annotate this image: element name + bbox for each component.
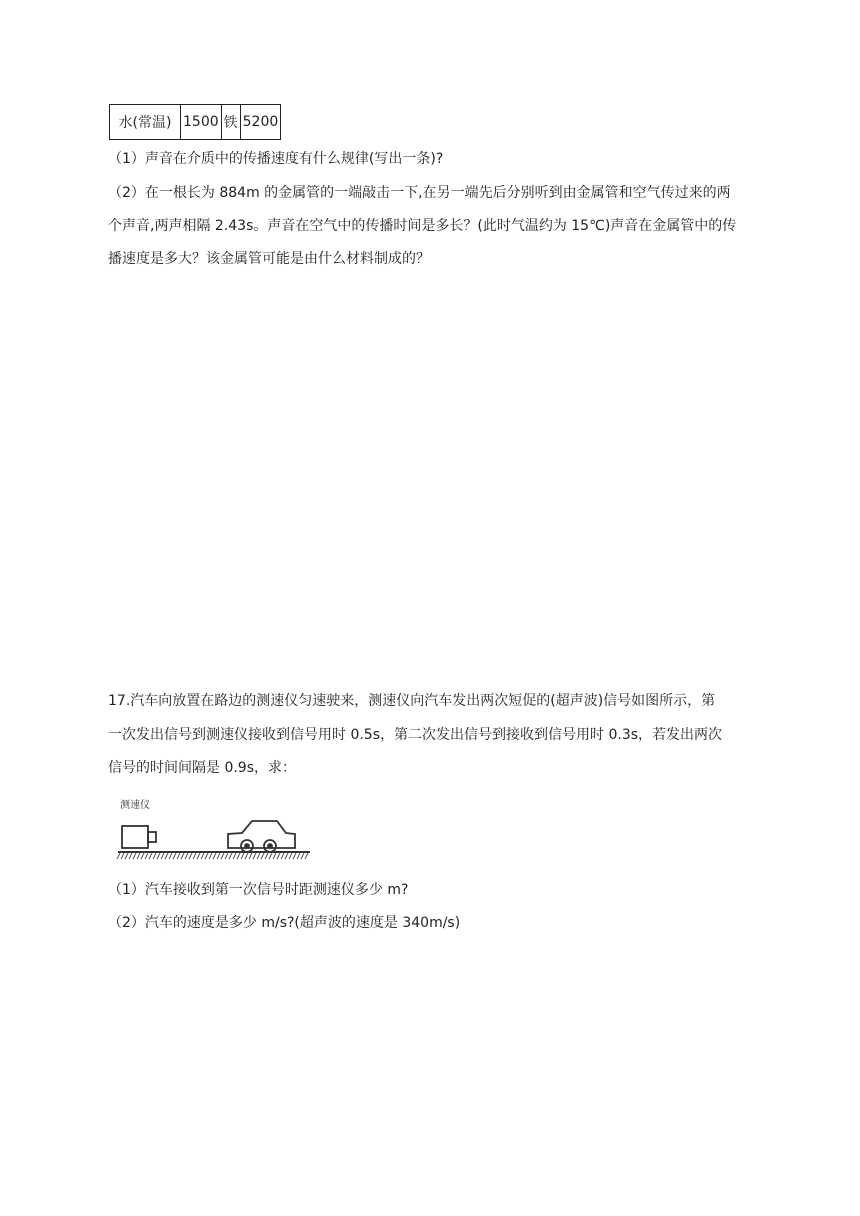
q17-line2: 一次发出信号到测速仪接收到信号用时 0.5s，第二次发出信号到接收到信号用时 0.3s，若发出两次 — [108, 727, 723, 743]
medium-cell-water: 水(常温) — [110, 105, 181, 140]
speed-detector-figure — [114, 796, 314, 866]
q17-line1: 17.汽车向放置在路边的测速仪匀速驶来，测速仪向汽车发出两次短促的(超声波)信号如图所示，第 — [108, 693, 716, 709]
speed-cell-iron: 5200 — [240, 105, 281, 140]
table-row — [110, 105, 281, 140]
medium-cell-iron: 铁 — [221, 105, 240, 140]
detector-icon — [122, 826, 156, 848]
ground-line — [117, 852, 310, 859]
car-icon — [228, 821, 295, 852]
q16-sub2-line3: 播速度是多大？该金属管可能是由什么材料制成的？ — [108, 251, 430, 267]
q17-sub1: （1）汽车接收到第一次信号时距测速仪多少 m? — [108, 882, 409, 898]
speed-cell-water: 1500 — [181, 105, 222, 140]
figure-label: 测速仪 — [120, 800, 150, 811]
speed-table — [109, 104, 281, 140]
q16-sub2-line1: （2）在一根长为 884m 的金属管的一端敲击一下,在另一端先后分别听到由金属管和空气传过来的两 — [108, 185, 731, 201]
q17-sub2: （2）汽车的速度是多少 m/s?(超声波的速度是 340m/s) — [108, 915, 461, 931]
q17-line3: 信号的时间间隔是 0.9s，求： — [108, 760, 297, 776]
q16-sub2-line2: 个声音,两声相隔 2.43s。声音在空气中的传播时间是多长？(此时气温约为 15℃)声音在金属管中的传 — [108, 218, 737, 234]
q16-sub1: （1）声音在介质中的传播速度有什么规律(写出一条)? — [108, 151, 444, 167]
